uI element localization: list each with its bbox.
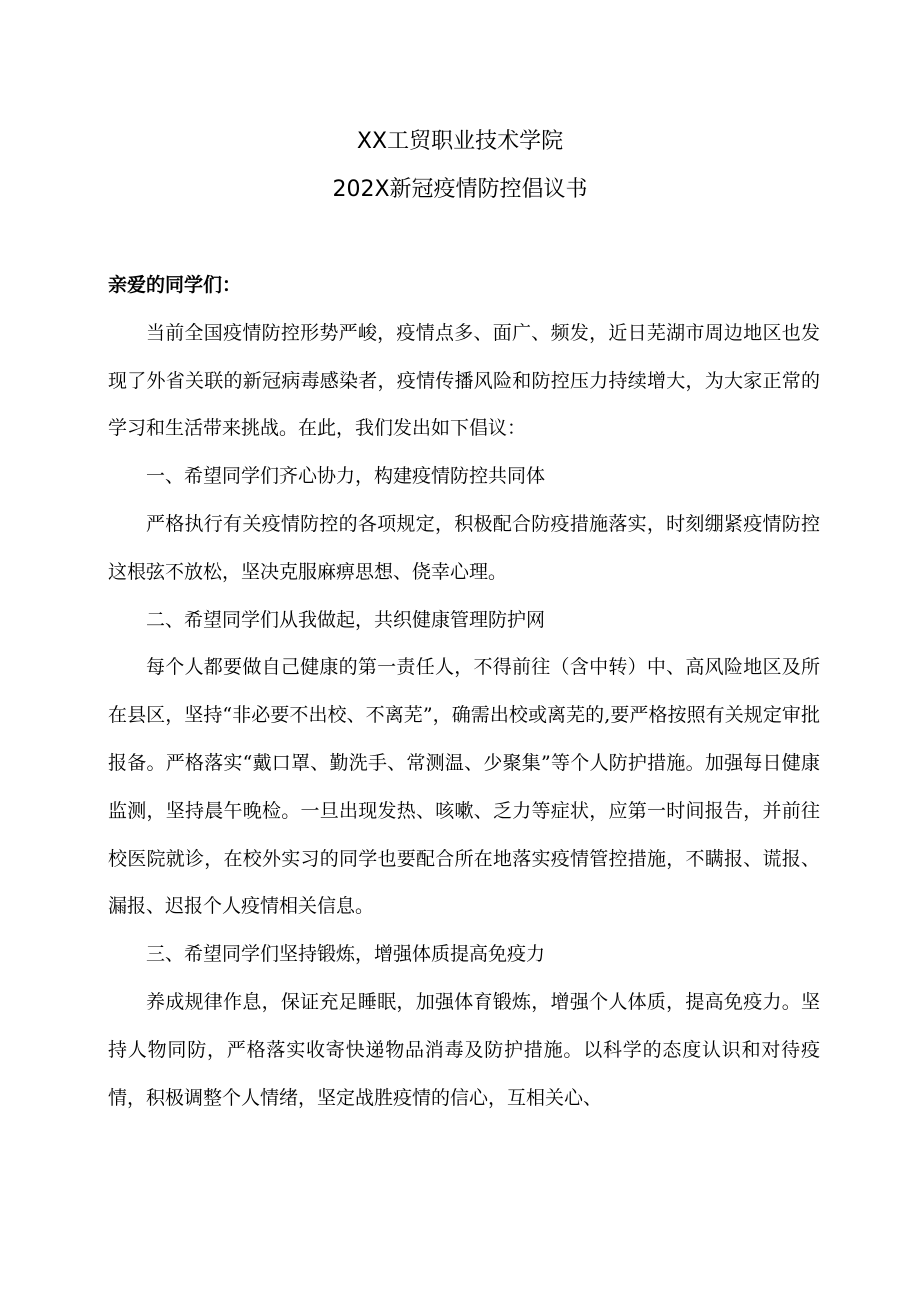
salutation: 亲爱的同学们： bbox=[108, 274, 242, 296]
intro-paragraph: 当前全国疫情防控形势严峻，疫情点多、面广、频发，近日芜湖市周边地区也发现了外省关联的新冠病毒感染者，疫情传播风险和防控压力持续增大，为大家正常的学习和生活带来挑战。在此，我们发出如下倡议： bbox=[108, 321, 820, 440]
section-paragraph-2: 每个人都要做自己健康的第一责任人，不得前往（含中转）中、高风险地区及所在县区，坚持“非必要不出校、不离芜”，确需出校或离芜的,要严格按照有关规定审批报备。严格落实“戴口罩、勤洗手、常测温、少聚集”等个人防护措施。加强每日健康监测，坚持晨午晚检。一旦出现发热、咳嗽、乏力等症状，应第一时间报告，并前往校医院就诊，在校外实习的同学也要配合所在地落实疫情管控措施，不瞒报、谎报、漏报、迟报个人疫情相关信息。 bbox=[108, 656, 820, 918]
section-paragraph-1: 严格执行有关疫情防控的各项规定，积极配合防疫措施落实，时刻绷紧疫情防控这根弦不放松，坚决克服麻痹思想、侥幸心理。 bbox=[108, 512, 820, 583]
document-body bbox=[108, 262, 820, 1122]
title-school-name: XX工贸职业技术学院 bbox=[356, 129, 564, 154]
section-heading-2: 二、希望同学们从我做起，共织健康管理防护网 bbox=[146, 608, 546, 631]
section-heading-1: 一、希望同学们齐心协力，构建疫情防控共同体 bbox=[146, 465, 546, 488]
title-initiative-name: 202X新冠疫情防控倡议书 bbox=[332, 177, 588, 202]
document-title bbox=[0, 118, 920, 214]
section-heading-3: 三、希望同学们坚持锻炼，增强体质提高免疫力 bbox=[146, 943, 546, 966]
section-paragraph-3: 养成规律作息，保证充足睡眠，加强体育锻炼，增强个人体质，提高免疫力。坚持人物同防，严格落实收寄快递物品消毒及防护措施。以科学的态度认识和对待疫情，积极调整个人情绪，坚定战胜疫情的信心，互相关心、 bbox=[108, 990, 820, 1109]
